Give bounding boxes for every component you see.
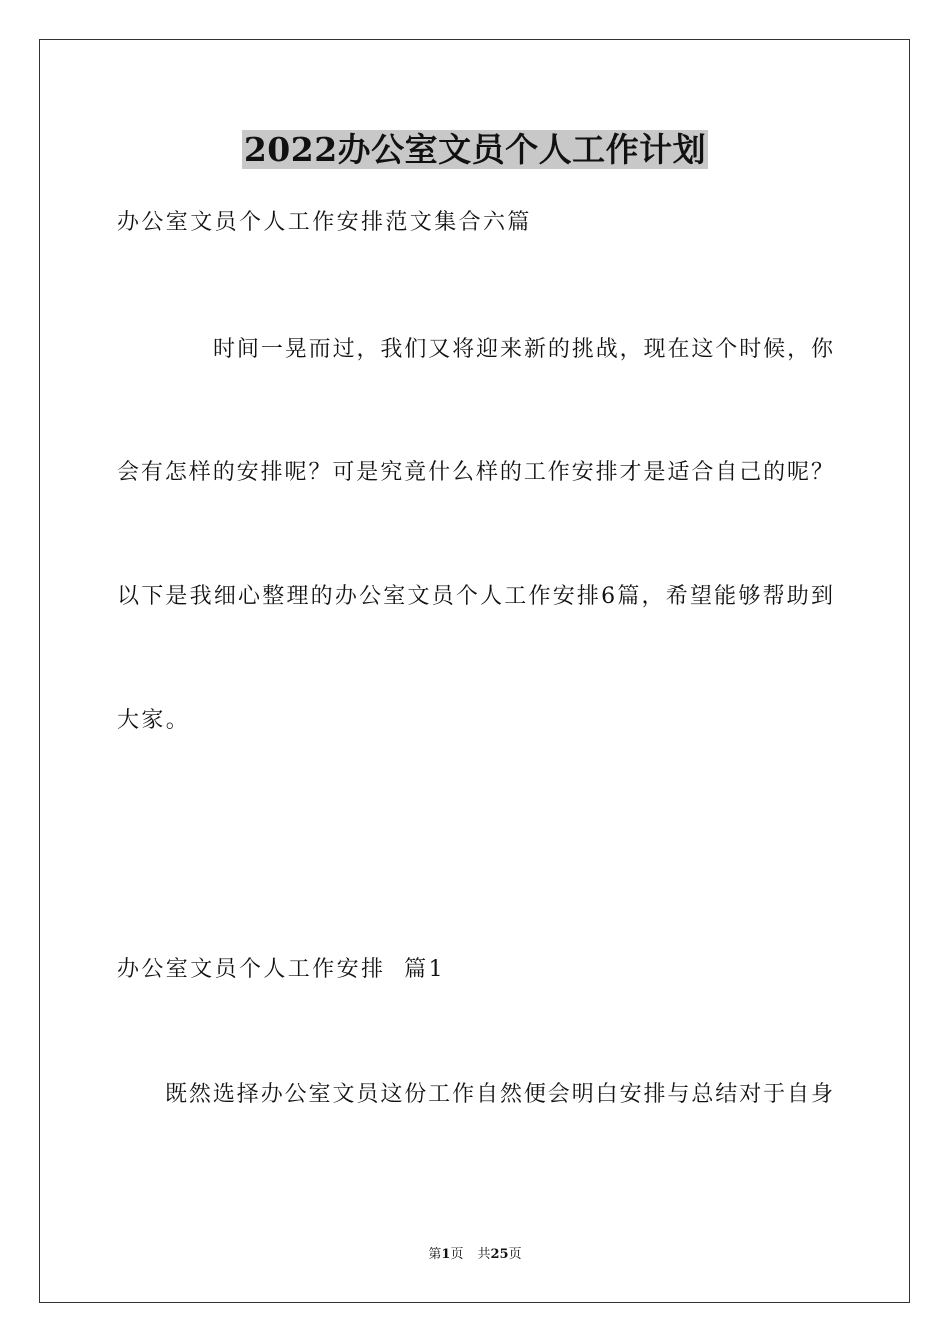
footer-page-suffix: 页	[450, 1247, 464, 1262]
footer-page-number: 1	[441, 1247, 451, 1262]
section-first-line: 既然选择办公室文员这份工作自然便会明白安排与总结对于自身	[165, 1082, 833, 1107]
document-title	[0, 128, 950, 172]
intro-line-4: 大家。	[117, 708, 191, 733]
footer-total-prefix: 共	[477, 1247, 491, 1262]
intro-line-1: 时间一晃而过，我们又将迎来新的挑战，现在这个时候，你	[213, 337, 833, 362]
document-subtitle: 办公室文员个人工作安排范文集合六篇	[117, 210, 532, 235]
document-title-text: 2022办公室文员个人工作计划	[243, 130, 707, 169]
section-heading: 办公室文员个人工作安排 篇1	[117, 957, 445, 982]
footer-page-prefix: 第	[428, 1247, 442, 1262]
footer-total-suffix: 页	[508, 1247, 522, 1262]
footer-total-pages: 25	[490, 1247, 509, 1262]
intro-line-3: 以下是我细心整理的办公室文员个人工作安排6篇，希望能够帮助到	[117, 584, 833, 609]
page-footer	[0, 1246, 950, 1264]
intro-line-2: 会有怎样的安排呢？可是究竟什么样的工作安排才是适合自己的呢？	[117, 460, 833, 485]
